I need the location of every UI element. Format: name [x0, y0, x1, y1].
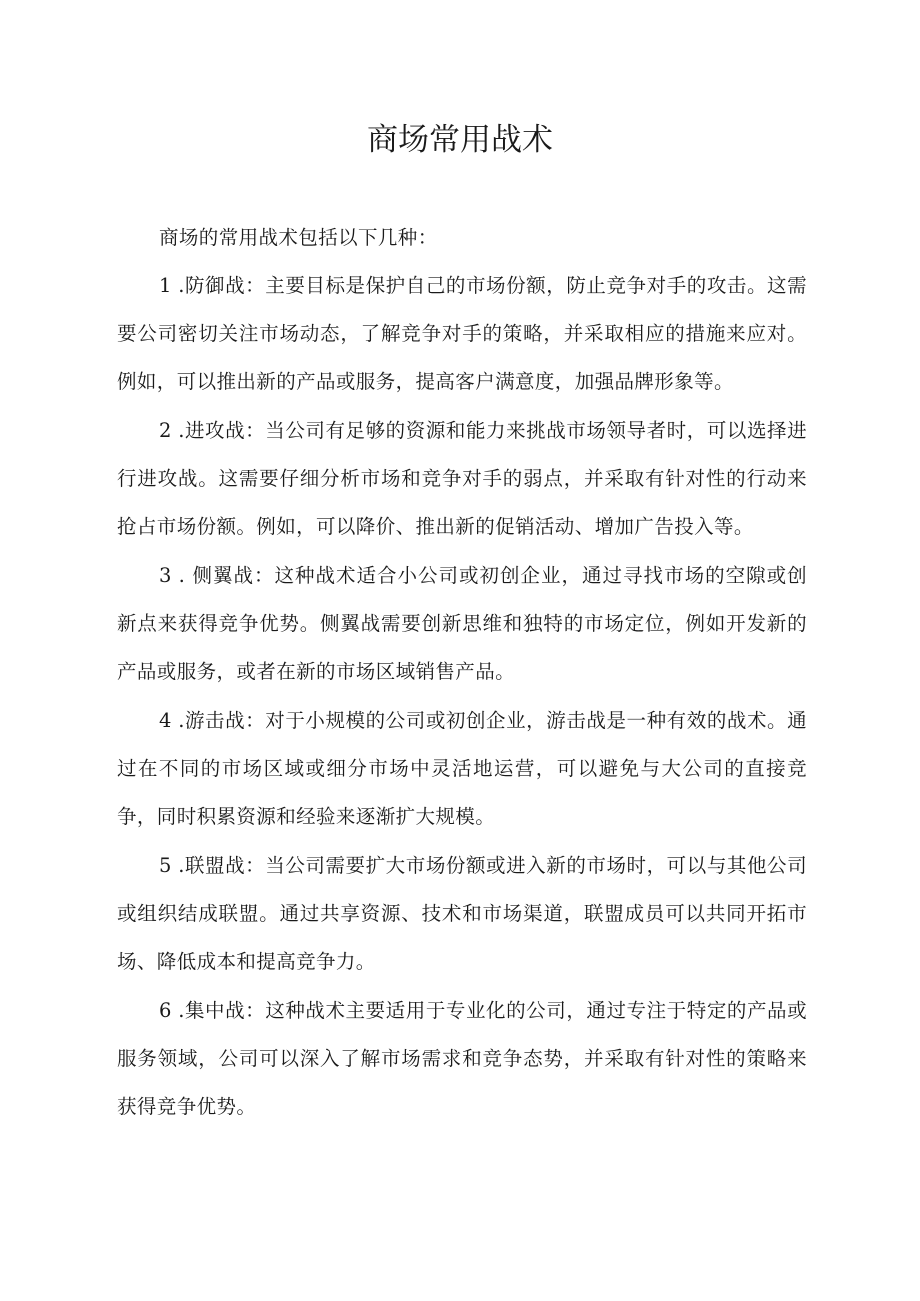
intro-paragraph: 商场的常用战术包括以下几种：	[159, 226, 438, 249]
list-item-4	[117, 697, 807, 841]
item-text: .进攻战：当公司有足够的资源和能力来挑战市场领导者时，可以选择进行进攻战。这需要仔细分析市场和竞争对手的弱点，并采取有针对性的行动来抢占市场份额。例如，可以降价、推出新的促销活动、增加广告投入等。	[117, 419, 807, 538]
list-item-3	[117, 552, 807, 696]
item-number: 1	[159, 274, 172, 297]
item-number: 2	[159, 419, 172, 442]
item-number: 6	[159, 999, 172, 1022]
list-item-6	[117, 987, 807, 1131]
document-body	[117, 214, 807, 1132]
item-text: .联盟战：当公司需要扩大市场份额或进入新的市场时，可以与其他公司或组织结成联盟。通过共享资源、技术和市场渠道，联盟成员可以共同开拓市场、降低成本和提高竞争力。	[117, 854, 807, 973]
item-text: .防御战：主要目标是保护自己的市场份额，防止竞争对手的攻击。这需要公司密切关注市场动态，了解竞争对手的策略，并采取相应的措施来应对。例如，可以推出新的产品或服务，提高客户满意度，加强品牌形象等。	[117, 274, 807, 393]
item-number: 3	[159, 564, 172, 587]
item-text: . 侧翼战：这种战术适合小公司或初创企业，通过寻找市场的空隙或创新点来获得竞争优势。侧翼战需要创新思维和独特的市场定位，例如开发新的产品或服务，或者在新的市场区域销售产品。	[117, 564, 807, 683]
list-item-2	[117, 407, 807, 551]
page-title: 商场常用战术	[367, 122, 553, 158]
item-text: .集中战：这种战术主要适用于专业化的公司，通过专注于特定的产品或服务领域，公司可以深入了解市场需求和竞争态势，并采取有针对性的策略来获得竞争优势。	[117, 999, 807, 1118]
item-number: 5	[159, 854, 172, 877]
list-item-1	[117, 262, 807, 406]
item-number: 4	[159, 709, 172, 732]
item-text: .游击战：对于小规模的公司或初创企业，游击战是一种有效的战术。通过在不同的市场区域或细分市场中灵活地运营，可以避免与大公司的直接竞争，同时积累资源和经验来逐渐扩大规模。	[117, 709, 807, 828]
list-item-5	[117, 842, 807, 986]
